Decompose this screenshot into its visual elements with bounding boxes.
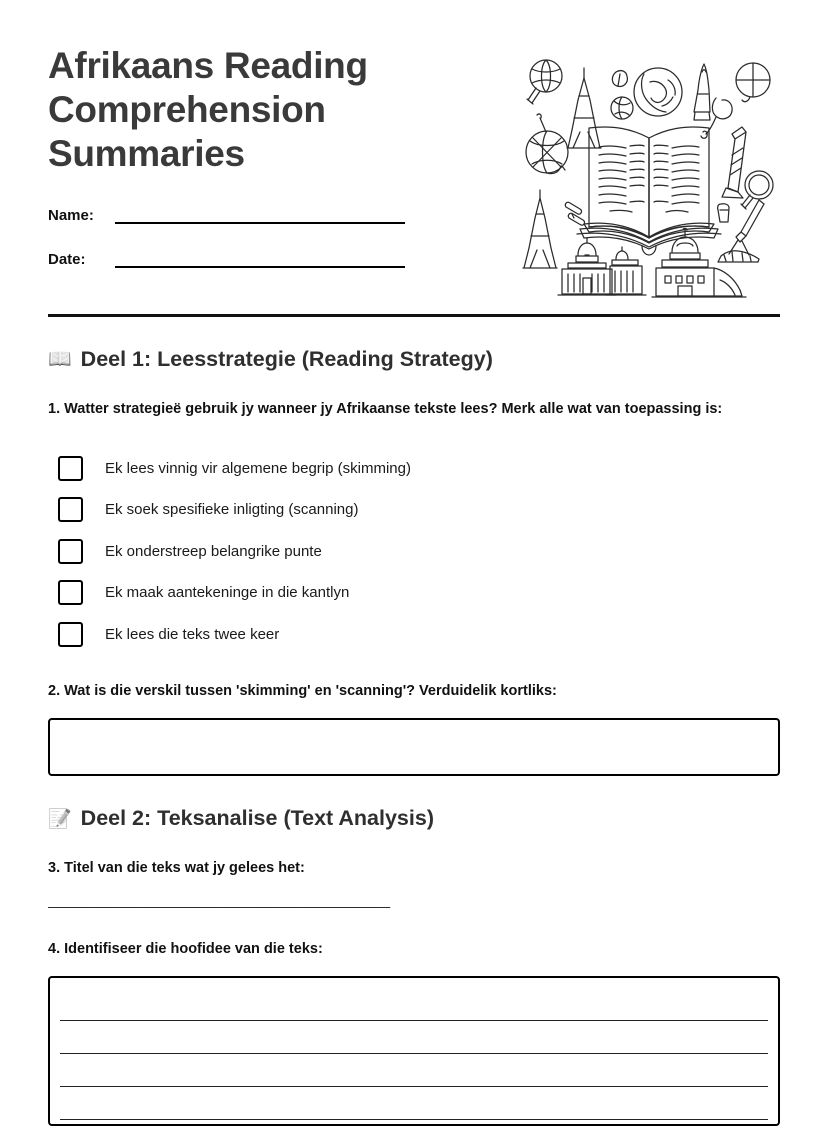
leaning-tower-icon bbox=[722, 127, 746, 198]
open-book-emoji: 📖 bbox=[48, 349, 72, 371]
checkbox-option-5-label: Ek lees die teks twee keer bbox=[105, 625, 280, 643]
section-heading-deel-1-label: Deel 1: Leesstrategie (Reading Strategy) bbox=[80, 347, 493, 372]
date-field-input-line[interactable] bbox=[115, 254, 405, 268]
eiffel-tower-bottom-icon bbox=[523, 190, 557, 268]
earth-globe-icon bbox=[634, 68, 682, 116]
leaf-icon bbox=[612, 71, 627, 87]
checkbox-option-5[interactable] bbox=[48, 613, 780, 655]
date-field-label: Date: bbox=[48, 250, 86, 268]
checkbox-icon[interactable] bbox=[58, 622, 83, 647]
question-2-text: 2. Wat is die verskil tussen 'skimming' en 'scanning'? Verduidelik kortliks: bbox=[48, 682, 557, 699]
question-2-answer-box[interactable] bbox=[48, 718, 780, 776]
checkbox-icon[interactable] bbox=[58, 539, 83, 564]
checkbox-option-4[interactable] bbox=[48, 572, 780, 614]
header-left-column bbox=[48, 44, 488, 290]
checkbox-option-2[interactable] bbox=[48, 489, 780, 531]
question-4-text: 4. Identifiseer die hoofidee van die teks: bbox=[48, 940, 323, 957]
question-3-answer-line[interactable]: _________________________________________ bbox=[48, 892, 391, 909]
write-line bbox=[60, 1054, 768, 1087]
checkbox-icon[interactable] bbox=[58, 497, 83, 522]
eiffel-tower-top-icon bbox=[567, 68, 601, 148]
date-field-row bbox=[48, 246, 488, 268]
question-1-text: 1. Watter strategieë gebruik jy wanneer jy Afrikaanse tekste lees? Merk alle wat van toepassing is: bbox=[48, 400, 723, 417]
write-line bbox=[60, 988, 768, 1021]
open-book-with-travel-landmarks-line-art bbox=[510, 52, 788, 304]
header-divider bbox=[48, 314, 780, 317]
worksheet-content bbox=[0, 347, 828, 1126]
question-4-answer-box[interactable] bbox=[48, 976, 780, 1126]
capitol-building-icon bbox=[558, 238, 646, 295]
section-heading-deel-1 bbox=[48, 347, 780, 373]
checkbox-option-2-label: Ek soek spesifieke inligting (scanning) bbox=[105, 501, 359, 519]
domed-landmark-icon bbox=[652, 229, 746, 298]
write-line bbox=[60, 1021, 768, 1054]
checkbox-option-3[interactable] bbox=[48, 530, 780, 572]
page-title: Afrikaans Reading Comprehension Summaries bbox=[48, 45, 368, 175]
hook-swirl-icon bbox=[701, 98, 732, 138]
pie-chart-icon bbox=[736, 63, 770, 102]
question-1-checkbox-list bbox=[48, 447, 780, 655]
name-field-label: Name: bbox=[48, 206, 94, 224]
section-heading-deel-2-label: Deel 2: Teksanalise (Text Analysis) bbox=[80, 806, 434, 831]
open-book-illustration bbox=[577, 127, 721, 255]
memo-pencil-emoji: 📝 bbox=[48, 808, 72, 830]
magnifier-globe-icon bbox=[527, 60, 562, 104]
checkbox-option-3-label: Ek onderstreep belangrike punte bbox=[105, 542, 322, 560]
rocket-pen-icon bbox=[694, 64, 710, 120]
question-3-text: 3. Titel van die teks wat jy gelees het: bbox=[48, 860, 305, 877]
small-globe-icon bbox=[611, 97, 633, 119]
checkbox-option-4-label: Ek maak aantekeninge in die kantlyn bbox=[105, 584, 350, 602]
checkbox-icon[interactable] bbox=[58, 580, 83, 605]
telescope-icon bbox=[718, 200, 764, 262]
write-line bbox=[60, 1087, 768, 1120]
scroll-ticket-icon bbox=[565, 202, 584, 225]
name-field-row bbox=[48, 202, 488, 224]
section-heading-deel-2 bbox=[48, 806, 780, 832]
lamp-icon bbox=[718, 204, 729, 222]
globe-stand-icon bbox=[526, 114, 568, 174]
name-field-input-line[interactable] bbox=[115, 210, 405, 224]
checkbox-option-1-label: Ek lees vinnig vir algemene begrip (skimming) bbox=[105, 459, 411, 477]
checkbox-option-1[interactable] bbox=[48, 447, 780, 489]
checkbox-icon[interactable] bbox=[58, 456, 83, 481]
